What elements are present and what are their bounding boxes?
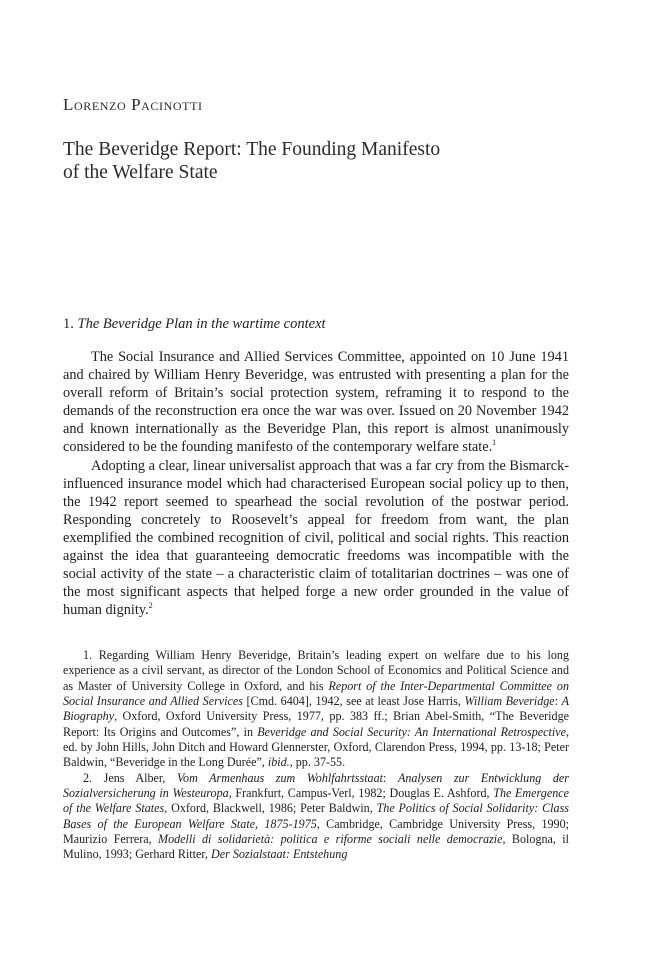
footnote-1-italic: Beveridge and Social Security: An International Retrospective <box>257 724 566 739</box>
section-number: 1. <box>63 316 74 332</box>
article-title-line-1: The Beveridge Report: The Founding Manifesto <box>63 139 441 160</box>
article-title-line-2: of the Welfare State <box>63 162 218 183</box>
footnote-1-italic: ibid. <box>267 755 290 770</box>
paragraph-2 <box>63 457 569 620</box>
body-text <box>63 348 569 619</box>
footnote-1-text: , pp. 37-55. <box>289 755 346 770</box>
footnote-2-italic: Analysen zur Entwicklung der Sozialversicherung in Westeuropa <box>63 770 569 801</box>
footnotes <box>63 648 569 863</box>
footnote-1-italic: William Beveridge <box>464 694 555 709</box>
section-heading <box>63 316 326 333</box>
footnote-1-text: [Cmd. 6404], 1942, see at least Jose Harris, <box>242 694 465 709</box>
paragraph-2-text: Adopting a clear, linear universalist approach that was a far cry from the Bismarck-influenced insurance model which had characterised European social policy up to then, the 1942 report seemed to spearhead the social revolution of the postwar period. Responding concretely to Roosevelt’s appeal for freedom from want, the plan exemplified the combined recognition of civil, political and social rights. This reaction against the idea that guaranteeing democratic freedoms was incompatible with the social activity of the state – a characteristic claim of totalitarian doctrines – was one of the most significant aspects that helped forge a new order grounded in the value of human dignity. <box>63 457 569 619</box>
footnote-1-text: : <box>554 694 562 709</box>
footnote-2-italic: Modelli di solidarietà: politica e riforme sociali nelle democrazie <box>158 832 503 847</box>
section-title: The Beveridge Plan in the wartime context <box>77 316 326 332</box>
footnote-1-text: 1. Regarding William Henry Beveridge, Britain’s leading expert on welfare due to his long experience as a civil servant, as director of the London School of Economics and Political Science and as Master of University College in Oxford, and his <box>63 648 569 693</box>
footnote-2-text: , Oxford, Blackwell, 1986; Peter Baldwin, <box>164 801 377 816</box>
footnote-ref-2[interactable]: 2 <box>148 601 153 611</box>
footnote-1-text: , ed. by John Hills, John Ditch and Howard Glennerster, Oxford, Clarendon Press, 1994, pp. 13-18; Peter Baldwin, “Beveridge in the Long Durée”, <box>63 724 569 770</box>
footnote-1-italic: A Biography <box>63 694 570 724</box>
footnote-1-italic: Report of the Inter-Departmental Committee on Social Insurance and Allied Services <box>63 678 569 709</box>
footnote-2 <box>63 771 569 863</box>
footnote-ref-1[interactable]: 1 <box>492 438 497 448</box>
footnote-2-text: , Cambridge, Cambridge University Press, 1990; Maurizio Ferrera, <box>63 816 569 847</box>
author-name: Lorenzo Pacinotti <box>63 95 203 114</box>
footnote-2-text: , Bologna, il Mulino, 1993; Gerhard Ritter, <box>63 832 570 862</box>
footnote-2-italic: The Emergence of the Welfare States <box>63 786 569 816</box>
paragraph-1-text: The Social Insurance and Allied Services Committee, appointed on 10 June 1941 and chaired by William Henry Beveridge, was entrusted with presenting a plan for the overall reform of Britain’s social protection system, reframing it to respond to the demands of the reconstruction era once the war was over. Issued on 20 November 1942 and known internationally as the Beveridge Plan, this report is almost unanimously considered to be the founding manifesto of the contemporary welfare state. <box>63 349 569 456</box>
footnote-2-text: , Frankfurt, Campus-Verl, 1982; Douglas E. Ashford, <box>228 786 494 801</box>
footnote-1 <box>63 648 569 771</box>
footnote-2-italic: Der Sozialstaat: Entstehung <box>210 847 348 862</box>
footnote-2-text: 2. Jens Alber, <box>83 770 177 785</box>
paragraph-1 <box>63 348 569 457</box>
footnote-2-text: : <box>383 770 398 785</box>
footnote-1-text: , Oxford, Oxford University Press, 1977, pp. 383 ff.; Brian Abel-Smith, “The Beveridge Report: Its Origins and Outcomes”, in <box>63 709 569 739</box>
footnote-2-italic: The Politics of Social Solidarity: Class Bases of the European Welfare State, 1875-1975 <box>63 801 569 831</box>
article-title <box>63 138 569 184</box>
footnote-2-italic: Vom Armenhaus zum Wohlfahrtsstaat <box>176 770 384 785</box>
